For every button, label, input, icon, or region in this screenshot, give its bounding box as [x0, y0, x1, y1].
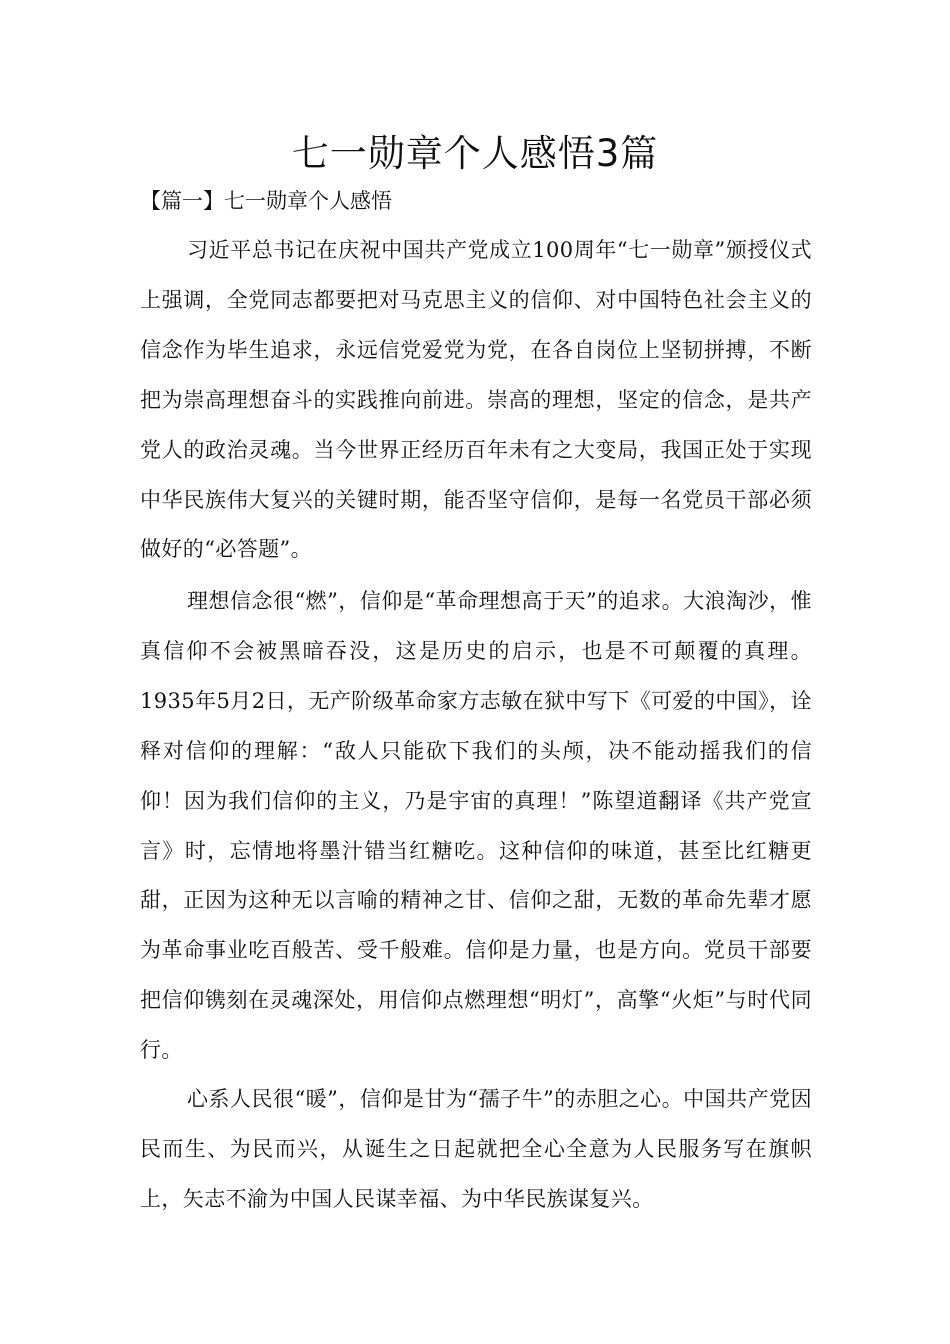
body-paragraph-2: 理想信念很“燃”，信仰是“革命理想高于天”的追求。大浪淘沙，惟真信仰不会被黑暗吞没，这是历史的启示，也是不可颠覆的真理。1935年5月2日，无产阶级革命家方志敏在狱中写下《可爱的中国》，诠释对信仰的理解：“敌人只能砍下我们的头颅，决不能动摇我们的信仰！因为我们信仰的主义，乃是宇宙的真理！”陈望道翻译《共产党宣言》时，忘情地将墨汁错当红糖吃。这种信仰的味道，甚至比红糖更甜，正因为这种无以言喻的精神之甘、信仰之甜，无数的革命先辈才愿为革命事业吃百般苦、受千般难。信仰是力量，也是方向。党员干部要把信仰镌刻在灵魂深处，用信仰点燃理想“明灯”，高擎“火炬”与时代同行。	[140, 589, 812, 1063]
body-paragraph-3: 心系人民很“暖”，信仰是甘为“孺子牛”的赤胆之心。中国共产党因民而生、为民而兴，从诞生之日起就把全心全意为人民服务写在旗帜上，矢志不渝为中国人民谋幸福、为中华民族谋复兴。	[140, 1087, 812, 1211]
document-title: 七一勋章个人感悟3篇	[291, 132, 659, 175]
section-heading: 【篇一】七一勋章个人感悟	[140, 189, 392, 213]
body-paragraph-1: 习近平总书记在庆祝中国共产党成立100周年“七一勋章”颁授仪式上强调，全党同志都要把对马克思主义的信仰、对中国特色社会主义的信念作为毕生追求，永远信党爱党为党，在各自岗位上坚韧拼搏，不断把为崇高理想奋斗的实践推向前进。崇高的理想，坚定的信念，是共产党人的政治灵魂。当今世界正经历百年未有之大变局，我国正处于实现中华民族伟大复兴的关键时期，能否坚守信仰，是每一名党员干部必须做好的“必答题”。	[140, 238, 812, 562]
